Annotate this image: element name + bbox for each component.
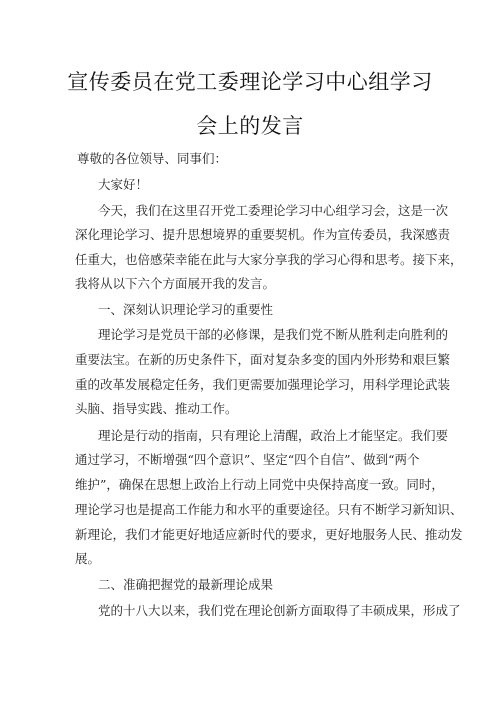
paragraph-line: 理论学习是党员干部的必修课，是我们党不断从胜利走向胜利的 [98, 327, 449, 342]
paragraph-line: 头脑、指导实践、推动工作。 [75, 401, 238, 416]
paragraph-line: 今天，我们在这里召开党工委理论学习中心组学习会，这是一次 [98, 203, 449, 218]
paragraph-line: 党的十八大以来，我们党在理论创新方面取得了丰硕成果，形成了 [98, 603, 461, 618]
paragraph-line: 深化理论学习、提升思想境界的重要契机。作为宣传委员，我深感责 [75, 227, 451, 242]
document-title-line-2: 会上的发言 [196, 114, 304, 138]
paragraph-line: 我将从以下六个方面展开我的发言。 [75, 276, 276, 291]
document-title-line-1: 宣传委员在党工委理论学习中心组学习 [67, 70, 433, 94]
paragraph-line: 维护”，确保在思想上政治上行动上同党中央保持高度一致。同时， [75, 477, 444, 492]
paragraph-line: 重要法宝。在新的历史条件下，面对复杂多变的国内外形势和艰巨繁 [75, 352, 451, 367]
paragraph-line: 重的改革发展稳定任务，我们更需要加强理论学习，用科学理论武装 [75, 377, 451, 392]
paragraph-line: 展。 [75, 551, 101, 566]
greeting: 大家好！ [98, 177, 149, 192]
paragraph-line: 理论是行动的指南，只有理论上清醒，政治上才能坚定。我们要 [98, 428, 449, 443]
section-heading: 一、深刻认识理论学习的重要性 [98, 302, 274, 317]
salutation: 尊敬的各位领导、同事们： [77, 151, 228, 166]
paragraph-line: 任重大，也倍感荣幸能在此与大家分享我的学习心得和思考。接下来， [75, 252, 463, 267]
paragraph-line: 新理论，我们才能更好地适应新时代的要求，更好地服务人民、推动发 [75, 527, 463, 542]
paragraph-line: 理论学习也是提高工作能力和水平的重要途径。只有不断学习新知识、 [75, 502, 463, 517]
section-heading: 二、准确把握党的最新理论成果 [98, 577, 274, 592]
paragraph-line: 通过学习，不断增强“四个意识”、坚定“四个自信”、做到“两个 [75, 452, 420, 467]
